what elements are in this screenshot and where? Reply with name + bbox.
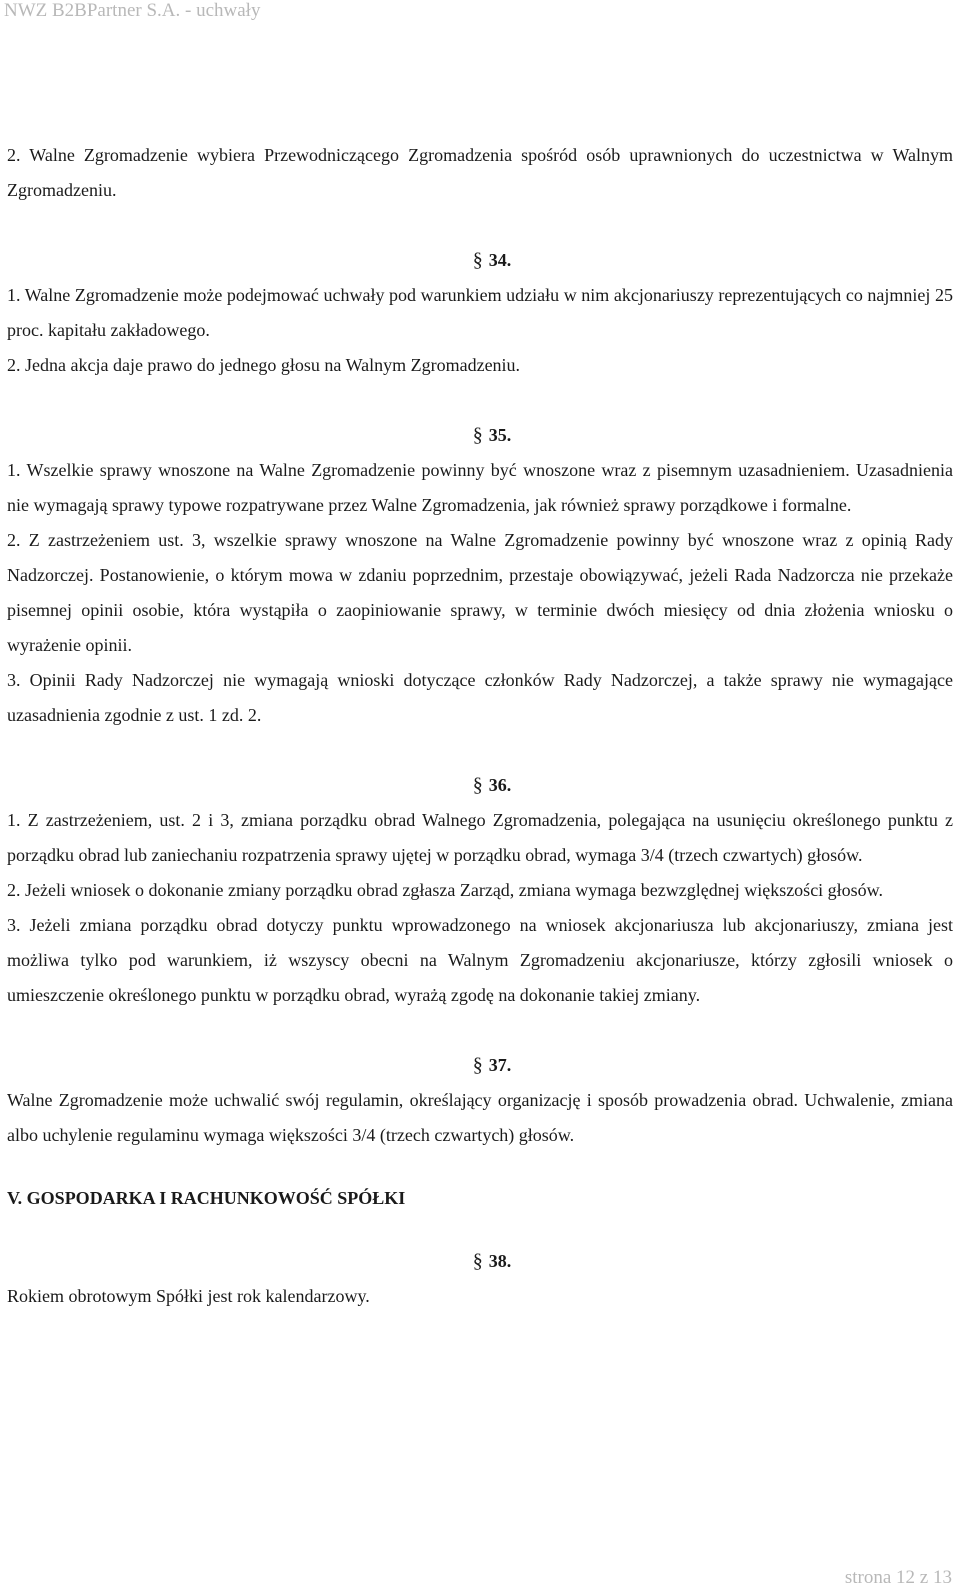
section-heading-37	[7, 1048, 953, 1083]
paragraph: 3. Opinii Rady Nadzorczej nie wymagają wnioski dotyczące członków Rady Nadzorczej, a także sprawy nie wymagające uzasadnienia zgodnie z ust. 1 zd. 2.	[7, 670, 953, 725]
document-body	[7, 138, 953, 1314]
section-sign-icon: §	[472, 774, 483, 796]
section-sign-icon: §	[472, 424, 483, 446]
section-heading-35	[7, 418, 953, 453]
section-number: 38.	[488, 1251, 512, 1271]
paragraph: 1. Walne Zgromadzenie może podejmować uchwały pod warunkiem udziału w nim akcjonariuszy reprezentujących co najmniej 25 proc. kapitału zakładowego.	[7, 285, 953, 340]
paragraph: 1. Wszelkie sprawy wnoszone na Walne Zgromadzenie powinny być wnoszone wraz z pisemnym uzasadnieniem. Uzasadnienia nie wymagają sprawy typowe rozpatrywane przez Walne Zgromadzenia, jak również sprawy porządkowe i formalne.	[7, 460, 953, 515]
paragraph: 2. Walne Zgromadzenie wybiera Przewodniczącego Zgromadzenia spośród osób uprawnionych do uczestnictwa w Walnym Zgromadzeniu.	[7, 145, 953, 200]
paragraph: 2. Jeżeli wniosek o dokonanie zmiany porządku obrad zgłasza Zarząd, zmiana wymaga bezwzględnej większości głosów.	[7, 880, 884, 900]
section-number: 35.	[488, 425, 512, 445]
section-number: 36.	[488, 775, 512, 795]
page-header: NWZ B2BPartner S.A. - uchwały	[4, 0, 261, 21]
section-sign-icon: §	[472, 249, 483, 271]
section-number: 37.	[488, 1055, 512, 1075]
section-number: 34.	[488, 250, 512, 270]
paragraph: 2. Z zastrzeżeniem ust. 3, wszelkie sprawy wnoszone na Walne Zgromadzenie powinny być wnoszone wraz z opinią Rady Nadzorczej. Postanowienie, o którym mowa w zdaniu poprzednim, przestaje obowiązywać, jeżeli Rada Nadzorcza nie przekaże pisemnej opinii osobie, która wystąpiła o zaopiniowanie sprawy, w terminie dwóch miesięcy od dnia złożenia wniosku o wyrażenie opinii.	[7, 530, 953, 655]
paragraph: 1. Z zastrzeżeniem, ust. 2 i 3, zmiana porządku obrad Walnego Zgromadzenia, polegająca na usunięciu określonego punktu z porządku obrad lub zaniechaniu rozpatrzenia sprawy ujętej w porządku obrad, wymaga 3/4 (trzech czwartych) głosów.	[7, 810, 953, 865]
page-number: strona 12 z 13	[844, 1567, 952, 1588]
paragraph: 3. Jeżeli zmiana porządku obrad dotyczy punktu wprowadzonego na wniosek akcjonariusza lub akcjonariuszy, zmiana jest możliwa tylko pod warunkiem, iż wszyscy obecni na Walnym Zgromadzeniu akcjonariusze, którzy zgłosili wniosek o umieszczenie określonego punktu w porządku obrad, wyrażą zgodę na dokonanie takiej zmiany.	[7, 915, 953, 1005]
chapter-heading: V. GOSPODARKA I RACHUNKOWOŚĆ SPÓŁKI	[7, 1188, 406, 1208]
section-sign-icon: §	[472, 1250, 483, 1272]
section-heading-34	[7, 243, 953, 278]
paragraph: 2. Jedna akcja daje prawo do jednego głosu na Walnym Zgromadzeniu.	[7, 355, 521, 375]
paragraph: Walne Zgromadzenie może uchwalić swój regulamin, określający organizację i sposób prowadzenia obrad. Uchwalenie, zmiana albo uchylenie regulaminu wymaga większości 3/4 (trzech czwartych) głosów.	[7, 1090, 953, 1145]
section-38	[7, 1244, 953, 1314]
section-heading-36	[7, 768, 953, 803]
section-sign-icon: §	[472, 1054, 483, 1076]
section-heading-38	[7, 1244, 953, 1279]
paragraph: Rokiem obrotowym Spółki jest rok kalendarzowy.	[7, 1286, 370, 1306]
